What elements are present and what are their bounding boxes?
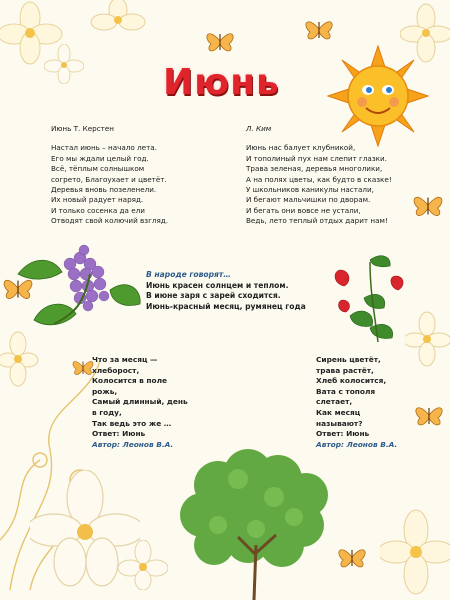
riddle-line: Хлеб колосится,: [316, 376, 387, 386]
flower-icon: [380, 500, 450, 600]
riddle-line: Как месяц: [316, 407, 361, 417]
tree-icon: [178, 445, 338, 600]
riddle-line: Самый длинный, день: [92, 397, 188, 407]
saying-line: Июнь красен солнцем и теплом.: [146, 280, 289, 290]
riddle-answer: Ответ: Июнь: [92, 429, 146, 439]
riddle-right: [316, 355, 397, 450]
riddle-line: называют?: [316, 418, 363, 428]
riddle-line: Вата с тополя: [316, 386, 376, 396]
riddle-author: Автор: Леонов В.А.: [92, 439, 174, 449]
poem-line: У школьников каникулы настали,: [246, 185, 374, 195]
poem-left: [51, 124, 168, 227]
riddle-line: слетает,: [316, 397, 353, 407]
saying-line: Июнь-красный месяц, румянец года: [146, 301, 306, 311]
lilac-icon: [14, 234, 144, 334]
poem-line: И только сосенка да ели: [51, 205, 145, 215]
poem-line: И бегают мальчишки по дворам.: [246, 195, 371, 205]
poem-line: Всё, тёплым солнышком: [51, 164, 145, 174]
riddle-line: хлеборост,: [92, 365, 140, 375]
riddle-line: Что за месяц —: [92, 355, 158, 364]
sayings-block: [146, 270, 306, 312]
poem-line: Трава зеленая, деревья многолики,: [246, 164, 383, 174]
poem-line: Отводят свой колючий взгляд.: [51, 216, 169, 226]
riddle-line: рожь,: [92, 386, 118, 396]
riddle-line: Колосится в поле: [92, 376, 168, 386]
flower-icon: [44, 44, 84, 84]
poem-line: А на полях цветы, как будто в сказке!: [246, 174, 392, 184]
flower-icon: [118, 540, 168, 590]
poem-right-author: Л. Ким: [246, 124, 272, 133]
poem-line: Его мы ждали целый год.: [51, 153, 149, 163]
saying-line: В июне заря с зарей сходится.: [146, 291, 281, 301]
flower-icon: [405, 310, 450, 370]
page-title: Июнь: [163, 62, 280, 103]
riddle-author: Автор: Леонов В.А.: [316, 439, 398, 449]
poem-left-author: Июнь Т. Керстен: [51, 124, 114, 133]
poem-line: согрето, Благоухает и цветёт.: [51, 174, 167, 184]
poem-line: Их новый радует наряд.: [51, 195, 144, 205]
riddle-answer: Ответ: Июнь: [316, 429, 370, 439]
riddle-line: Сирень цветёт,: [316, 355, 381, 364]
riddle-left: [92, 355, 188, 450]
poem-line: Июнь нас балует клубникой,: [246, 143, 356, 153]
sayings-heading: В народе говорят…: [146, 270, 231, 279]
strawberry-icon: [330, 250, 410, 350]
butterfly-icon: [335, 540, 369, 574]
poem-line: Ведь, лето теплый отдых дарит нам!: [246, 216, 388, 226]
riddle-line: Так ведь это же …: [92, 418, 172, 428]
poem-line: Настал июнь – начало лета.: [51, 143, 157, 153]
butterfly-icon: [203, 24, 237, 58]
butterfly-icon: [412, 395, 446, 435]
poem-line: Деревья вновь позеленели.: [51, 185, 157, 195]
butterfly-icon: [410, 185, 446, 225]
riddle-line: в году,: [92, 407, 122, 417]
butterfly-icon: [302, 12, 336, 46]
riddle-line: трава растёт,: [316, 365, 374, 375]
poem-line: И бегать они вовсе не устали,: [246, 205, 361, 215]
flower-icon: [88, 0, 148, 40]
poem-line: И тополиный пух нам слепит глазки.: [246, 153, 387, 163]
poem-right: [246, 124, 392, 227]
